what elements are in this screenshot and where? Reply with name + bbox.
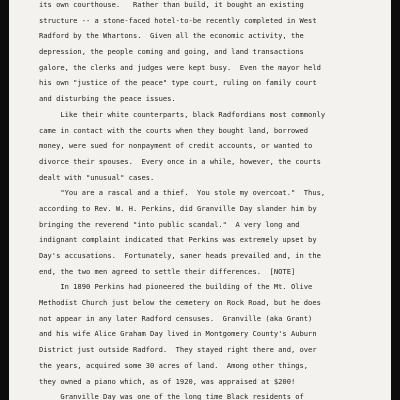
text-line: his own "justice of the peace" type court, ruling on family court [39, 78, 317, 88]
text-line: Radford by the Whartons. Given all the economic activity, the [39, 31, 304, 41]
text-line: end, the two men agreed to settle their differences. [NOTE] [39, 266, 296, 276]
text-line: galore, the clerks and judges were kept busy. Even the mayor held [39, 62, 321, 72]
text-line: not appear in any later Radford censuses. Granville (aka Grant) [39, 313, 313, 323]
text-line: "You are a rascal and a thief. You stole my overcoat." Thus, [39, 188, 326, 198]
document-body [39, 0, 374, 400]
text-line: In 1890 Perkins had pioneered the building of the Mt. Olive [39, 282, 313, 292]
text-line: they owned a piano which, as of 1920, was appraised at $200! [39, 376, 296, 386]
text-line: Methodist Church just below the cemetery on Rock Road, but he does [39, 298, 321, 308]
text-line: money, were sued for nonpayment of credit accounts, or wanted to [39, 141, 313, 151]
text-line: according to Rev. W. H. Perkins, did Granville Day slander him by [39, 203, 317, 213]
text-line: Day's accusations. Fortunately, saner heads prevailed and, in the [39, 251, 321, 260]
text-line: structure -- a stone-faced hotel-to-be recently completed in West [39, 15, 317, 25]
text-line: its own courthouse. Rather than build, it bought an existing [39, 0, 304, 9]
text-line: divorce their spouses. Every once in a while, however, the courts [39, 156, 321, 166]
text-line: came in contact with the courts when they bought land, borrowed [39, 125, 309, 135]
text-line: depression, the people coming and going, and land transactions [39, 47, 304, 57]
text-line: the years, acquired some 30 acres of land. Among other things, [39, 360, 309, 370]
document-page [9, 0, 391, 400]
text-line: District just outside Radford. They stayed right there and, over [39, 345, 317, 355]
text-line: and disturbing the peace issues. [39, 94, 176, 104]
text-line: indignant complaint indicated that Perkins was extremely upset by [39, 235, 317, 245]
text-line: Granville Day was one of the long time Black residents of [39, 392, 304, 400]
text-line: bringing the reverend "into public scandal." A very long and [39, 219, 300, 229]
text-line: Like their white counterparts, black Radfordians most commonly [39, 109, 326, 119]
text-line: dealt with "unusual" cases. [39, 172, 155, 182]
text-line: and his wife Alice Graham Day lived in Montgomery County's Auburn [39, 329, 317, 339]
